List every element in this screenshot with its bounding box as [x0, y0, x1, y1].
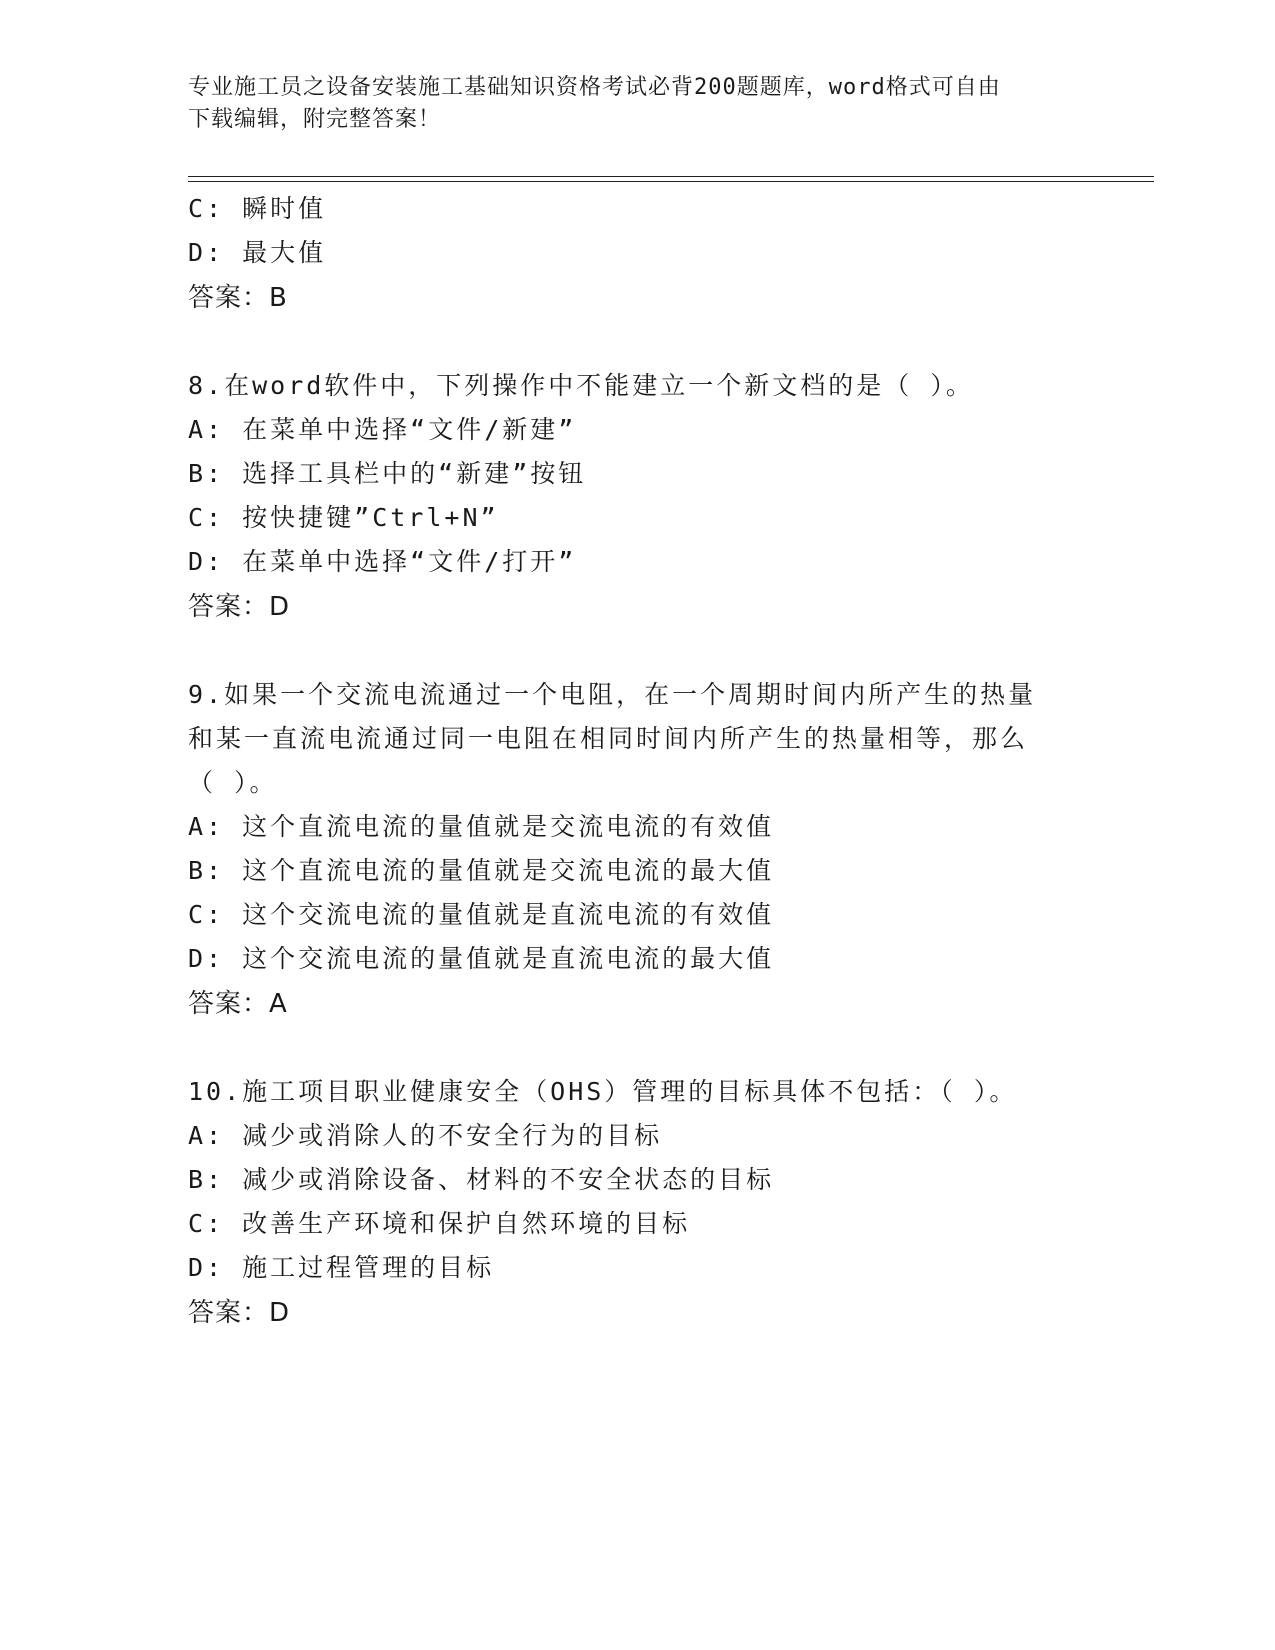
q10-option-a: A: 减少或消除人的不安全行为的目标 — [188, 1121, 663, 1150]
q10-option-d: D: 施工过程管理的目标 — [188, 1253, 495, 1282]
q10-option-b: B: 减少或消除设备、材料的不安全状态的目标 — [188, 1165, 775, 1194]
q10-question: 10.施工项目职业健康安全（OHS）管理的目标具体不包括：（ ）。 — [188, 1077, 1018, 1106]
q10-option-c: C: 改善生产环境和保护自然环境的目标 — [188, 1209, 691, 1238]
q7-option-c: C: 瞬时值 — [188, 194, 327, 223]
q9-answer: 答案：A — [188, 989, 288, 1019]
q9-question-line-2: 和某一直流电流通过同一电阻在相同时间内所产生的热量相等，那么 — [188, 724, 1029, 753]
q9-question-line-1: 9.如果一个交流电流通过一个电阻，在一个周期时间内所产生的热量 — [188, 680, 1037, 709]
q9-option-a: A: 这个直流电流的量值就是交流电流的有效值 — [188, 812, 775, 841]
q8-question: 8.在word软件中，下列操作中不能建立一个新文档的是（ ）。 — [188, 371, 974, 400]
q7-answer: 答案：B — [188, 283, 288, 313]
q9-option-c: C: 这个交流电流的量值就是直流电流的有效值 — [188, 900, 775, 929]
q8-option-d: D: 在菜单中选择“文件/打开” — [188, 547, 577, 576]
q8-answer: 答案：D — [188, 592, 291, 622]
header-title-line-1: 专业施工员之设备安装施工基础知识资格考试必背200题题库，word格式可自由 — [188, 75, 1001, 100]
header-rule-bottom — [188, 181, 1154, 182]
q8-option-c: C: 按快捷键”Ctrl+N” — [188, 503, 499, 532]
q9-option-d: D: 这个交流电流的量值就是直流电流的最大值 — [188, 944, 775, 973]
q9-option-b: B: 这个直流电流的量值就是交流电流的最大值 — [188, 856, 775, 885]
q7-option-d: D: 最大值 — [188, 238, 327, 267]
q10-answer: 答案：D — [188, 1298, 291, 1328]
q9-question-line-3: （ ）。 — [188, 768, 278, 797]
page-header — [188, 72, 1068, 136]
q8-option-b: B: 选择工具栏中的“新建”按钮 — [188, 459, 587, 488]
header-title-line-2: 下载编辑，附完整答案！ — [188, 107, 442, 132]
header-rule-top — [188, 176, 1154, 177]
q8-option-a: A: 在菜单中选择“文件/新建” — [188, 415, 577, 444]
